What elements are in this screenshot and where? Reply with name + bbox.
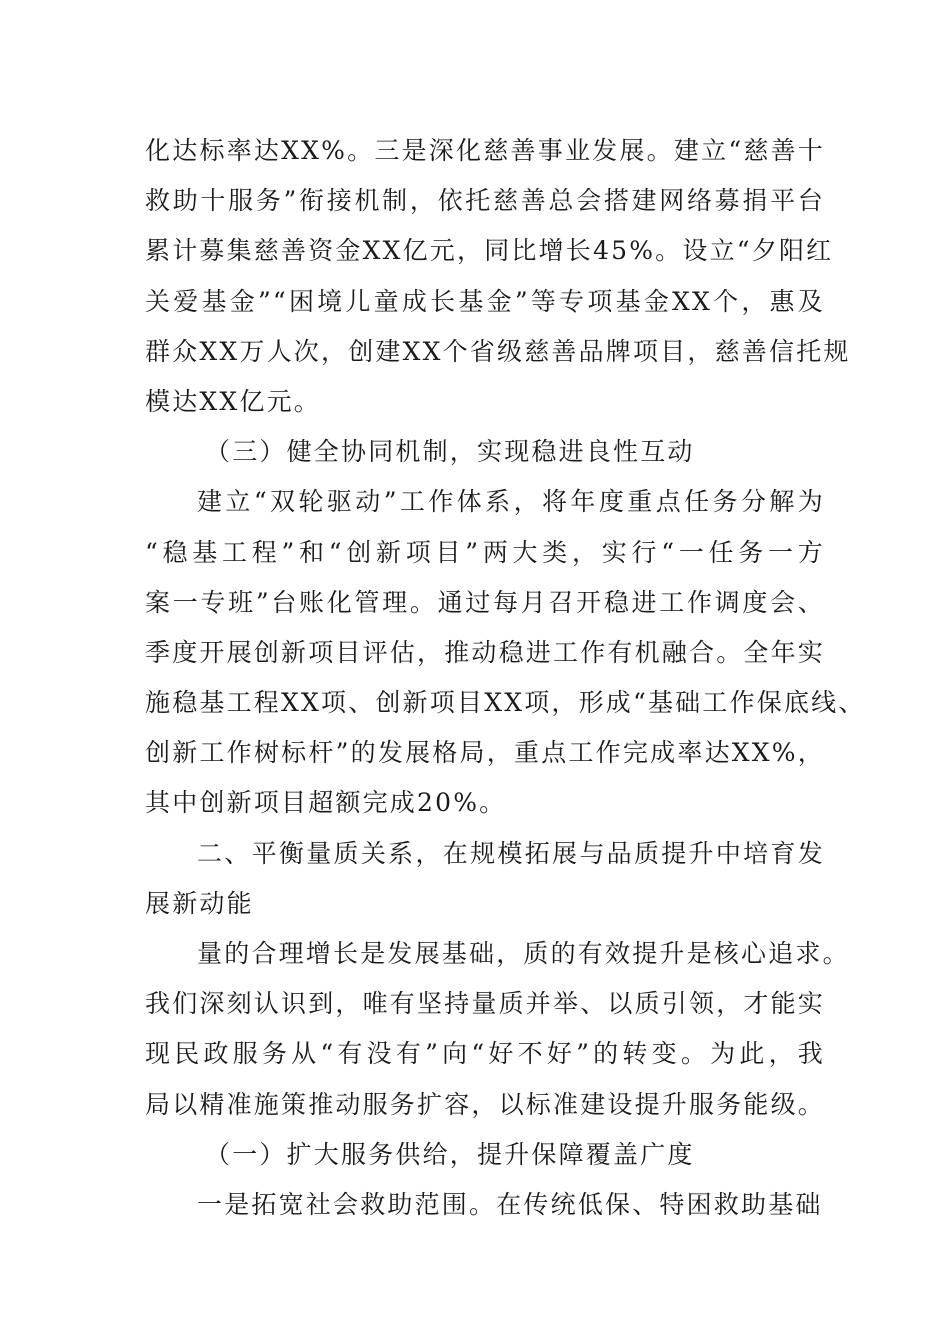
- chapter-heading: 二、平衡量质关系，在规模拓展与品质提升中培育发: [197, 838, 825, 868]
- text-line: “稳基工程”和“创新项目”两大类，实行“一任务一方: [145, 537, 825, 567]
- text-line: 创新工作树标杆”的发展格局，重点工作完成率达XX%，: [145, 738, 825, 768]
- text-line: 模达XX亿元。: [145, 386, 321, 416]
- text-line: 案一专班”台账化管理。通过每月召开稳进工作调度会、: [145, 587, 825, 617]
- text-line: 建立“双轮驱动”工作体系，将年度重点任务分解为: [197, 487, 825, 517]
- text-line: 群众XX万人次，创建XX个省级慈善品牌项目，慈善信托规: [145, 336, 851, 366]
- section-heading: （三）健全协同机制，实现稳进良性互动: [205, 437, 695, 467]
- text-line: 其中创新项目超额完成20%。: [145, 788, 507, 818]
- text-line: 救助十服务”衔接机制，依托慈善总会搭建网络募捐平台: [145, 186, 825, 216]
- text-line: 现民政服务从“有没有”向“好不好”的转变。为此，我: [145, 1039, 825, 1069]
- text-line: 量的合理增长是发展基础，质的有效提升是核心追求。: [197, 939, 850, 968]
- text-line: 局以精准施策推动服务扩容，以标准建设提升服务能级。: [145, 1089, 826, 1119]
- text-line: 一是拓宽社会救助范围。在传统低保、特困救助基础: [197, 1189, 823, 1219]
- section-heading: （一）扩大服务供给，提升保障覆盖广度: [205, 1139, 695, 1169]
- text-line: 关爱基金”“困境儿童成长基金”等专项基金XX个，惠及: [145, 286, 825, 316]
- text-line: 施稳基工程XX项、创新项目XX项，形成“基础工作保底线、: [145, 688, 866, 718]
- document-body: [145, 126, 866, 1230]
- text-line: 我们深刻认识到，唯有坚持量质并举、以质引领，才能实: [145, 989, 826, 1019]
- text-line: 化达标率达XX%。三是深化慈善事业发展。建立“慈善十: [145, 136, 825, 165]
- chapter-heading: 展新动能: [145, 888, 254, 918]
- text-line: 季度开展创新项目评估，推动稳进工作有机融合。全年实: [145, 637, 826, 667]
- text-line: 累计募集慈善资金XX亿元，同比增长45%。设立“夕阳红: [145, 236, 834, 266]
